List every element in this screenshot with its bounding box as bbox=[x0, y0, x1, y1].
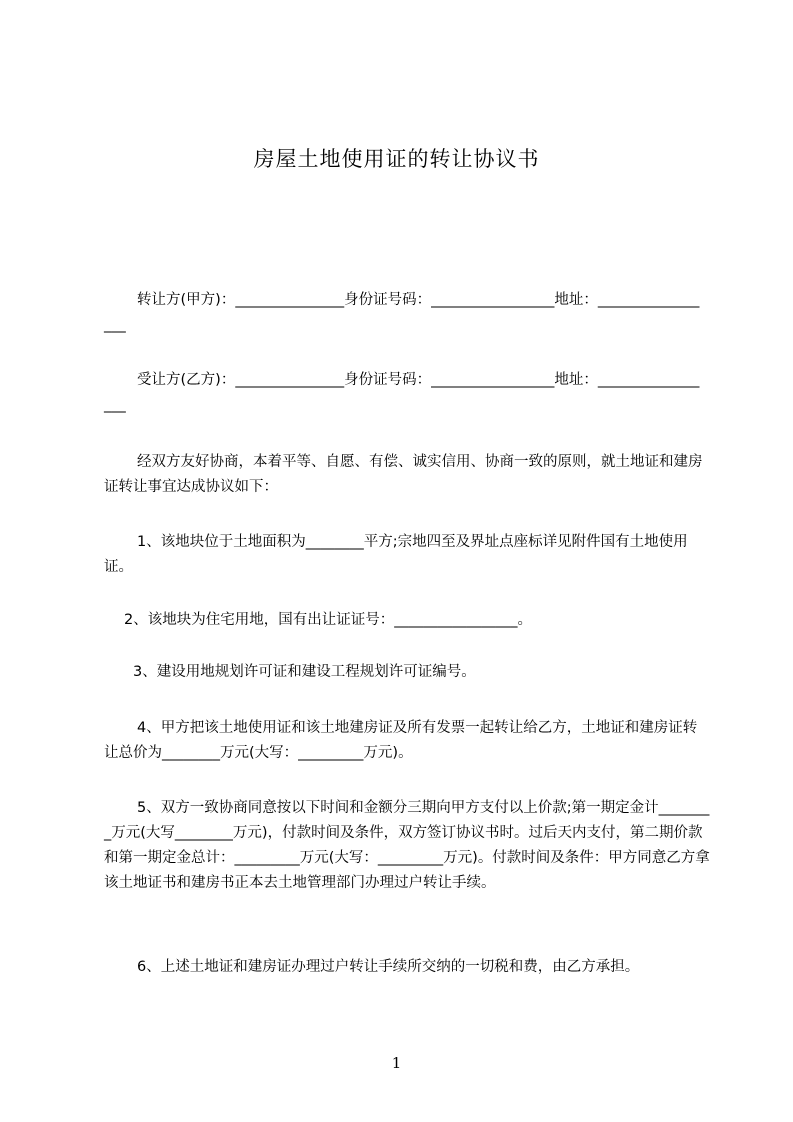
party-b-line: 受让方(乙方)：_______________身份证号码：_________________地址：_________________ bbox=[104, 372, 700, 413]
clause-6: 6、上述土地证和建房证办理过户转让手续所交纳的一切税和费，由乙方承担。 bbox=[137, 959, 640, 975]
clause-4: 4、甲方把该土地使用证和该土地建房证及所有发票一起转让给乙方，土地证和建房证转让总价为________万元(大写：_________万元)。 bbox=[104, 720, 698, 761]
clause-5: 5、双方一致协商同意按以下时间和金额分三期向甲方支付以上价款;第一期定金计________万元(大写________万元)，付款时间及条件，双方签订协议书时。过后天内支付，第二期价款和第一期定金总计：_________万元(大写：_________万元)。付款时间及条件：甲方同意乙方拿该土地证书和建房书正本去土地管理部门办理过户转让手续。 bbox=[104, 800, 710, 891]
document-title: 房屋土地使用证的转让协议书 bbox=[253, 147, 540, 171]
clause-3: 3、建设用地规划许可证和建设工程规划许可证编号。 bbox=[133, 664, 476, 680]
intro-paragraph: 经双方友好协商，本着平等、自愿、有偿、诚实信用、协商一致的原则，就土地证和建房证转让事宜达成协议如下： bbox=[104, 454, 703, 495]
party-a-line: 转让方(甲方)：_______________身份证号码：_________________地址：_________________ bbox=[104, 292, 700, 333]
clause-2: 2、该地块为住宅用地，国有出让证证号：_________________。 bbox=[124, 612, 532, 628]
clause-1: 1、该地块位于土地面积为________平方;宗地四至及界址点座标详见附件国有土地使用证。 bbox=[104, 534, 688, 575]
page-number: 1 bbox=[391, 1054, 402, 1072]
